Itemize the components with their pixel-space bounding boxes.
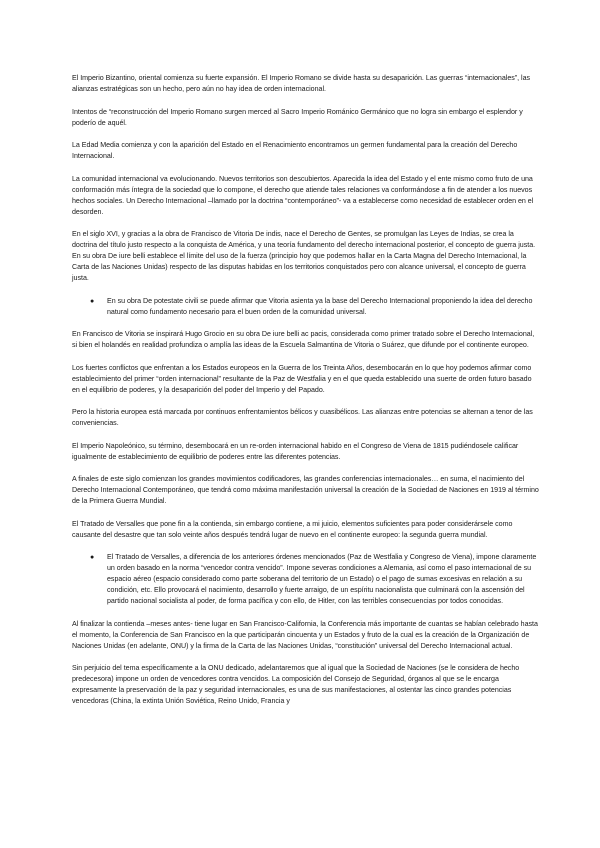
paragraph-napoleonico: El Imperio Napoleónico, su término, desembocará en un re-orden internacional habido en el Congreso de Viena de 1815 pudiéndosele calificar igualmente de establecimiento de equilibrio de poderes entre las diferentes potencias. — [72, 441, 519, 461]
bullet-item-tratado-versalles — [72, 552, 540, 607]
paragraph-codificadores: A finales de este siglo comienzan los grandes movimientos codificadores, las grandes conferencias internacionales… en suma, el nacimiento del Derecho Internacional Contemporáneo, que tendrá como máxima manifestación universal la creación de la Sociedad de Naciones en 1919 al término de la Primera Guerra Mundial. — [72, 475, 539, 505]
paragraph-vitoria: En el siglo XVI, y gracias a la obra de Francisco de Vitoria De indis, nace el Derecho de Gentes, se promulgan las Leyes de Indias, se crea la doctrina del título justo respecto a la conquista de América, y una teoría fundamento del derecho internacional posterior, el concepto de guerra justa. En su obra De iure belli establece el límite del uso de la fuerza (principio hoy que podemos hallar en la Carta Magna del Derecho Internacional, la Carta de las Naciones Unidas) respecto de las disputas habidas en los territorios conquistados pero con alcance universal, el concepto de guerra justa. — [72, 230, 536, 282]
paragraph-grocio: En Francisco de Vitoria se inspirará Hugo Grocio en su obra De iure belli ac pacis, considerada como primer tratado sobre el Derecho Internacional, si bien el holandés en realidad profundiza o amplía las ideas de la Escuela Salmantina de Vitoria o Suárez, que difunde por el continente europeo. — [72, 330, 535, 349]
bullet-item-text: El Tratado de Versalles, a diferencia de los anteriores órdenes mencionados (Paz de Westfalia y Congreso de Viena), impone claramente un orden basado en la norma “vencedor contra vencido”. Impone severas condiciones a Alemania, así como el paso internacional de su espacio aéreo (espacio considerado como parte soberana del territorio de un Estado) o el pago de sumas excesivas en relación a su condición, etc. Ello provocará el nacimiento, desarrollo y fuerte arraigo, de un espíritu nacionalista que culminará con la ascensión del partido nacional socialista al poder, de forma pacífica y con ello, de Hitler, con las terribles consecuencias por todos conocidas. — [107, 553, 537, 605]
paragraph-onu: Sin perjuicio del tema específicamente a la ONU dedicado, adelantaremos que al igual que la Sociedad de Naciones (se le considera de hecho predecesora) impone un orden de vencedores contra vencidos. La composición del Consejo de Seguridad, órganos al que se le encarga expresamente la preservación de la paz y seguridad internacionales, es una de sus manifestaciones, al ostentar las cinco grandes potencias vencedoras (China, la extinta Unión Soviética, Reino Unido, Francia y — [72, 664, 520, 705]
paragraph-comunidad-internacional: La comunidad internacional va evolucionando. Nuevos territorios son descubiertos. Aparecida la idea del Estado y el ente mismo como fruto de una conformación más íntegra de la sociedad que lo compone, el derecho que atiende tales relaciones va conformándose a fin de atender a los nuevos hechos sociales. Un Derecho Internacional –llamado por la doctrina “contemporáneo”- va a establecerse como necesidad de establecer orden en el desorden. — [72, 174, 534, 216]
paragraph-edad-media: La Edad Media comienza y con la aparición del Estado en el Renacimiento encontramos un germen fundamental para la creación del Derecho Internacional. — [72, 141, 518, 160]
paragraph-treinta-anos: Los fuertes conflictos que enfrentan a los Estados europeos en la Guerra de los Treinta Años, desembocarán en lo que hoy podemos afirmar como establecimiento del primer “orden internacional” resultante de la Paz de Westfalia y en el que queda establecido una suerte de orden futuro basado en el equilibrio de poderes, y la desaparición del poder del Imperio y del Papado. — [72, 363, 532, 394]
paragraph-bizantino: El Imperio Bizantino, oriental comienza su fuerte expansión. El Imperio Romano se divide hasta su desaparición. Las guerras “internacionales”, las alianzas estratégicas son un hecho, pero aún no hay idea de orden internacional. — [72, 74, 531, 93]
paragraph-san-francisco: Al finalizar la contienda –meses antes- tiene lugar en San Francisco-California, la Conferencia más importante de cuantas se habían celebrado hasta el momento, la Conferencia de San Francisco en la que participarán cincuenta y un Estados y fruto de la cual es la creación de la Organización de Naciones Unidas (en adelante, ONU) y la firma de la Carta de las Naciones Unidas, “constitución” universal del Derecho Internacional actual. — [72, 619, 538, 650]
paragraph-historia-europea: Pero la historia europea está marcada por continuos enfrentamientos bélicos y cuasibélicos. Las alianzas entre potencias se alternan a tenor de las conveniencias. — [72, 408, 533, 427]
bullet-item-potestate-civili — [72, 296, 540, 318]
bullet-dot-icon: ● — [90, 554, 95, 561]
bullet-item-text: En su obra De potestate civili se puede afirmar que Vitoria asienta ya la base del Derecho Internacional proponiendo la idea del derecho natural como fundamento necesario para el buen orden de la comunidad universal. — [107, 296, 533, 316]
paragraph-versalles: El Tratado de Versalles que pone fin a la contienda, sin embargo contiene, a mi juicio, elementos suficientes para poder considerársele como causante del desastre que tan solo veinte años después tendrá lugar de nuevo en el continente europeo: la segunda guerra mundial. — [72, 519, 513, 539]
bullet-dot-icon: ● — [90, 297, 95, 305]
paragraph-sacro-imperio: Intentos de “reconstrucción del Imperio Romano surgen merced al Sacro Imperio Románico Germánico que no logra sin embargo el esplendor y poderío de aquél. — [72, 107, 523, 127]
